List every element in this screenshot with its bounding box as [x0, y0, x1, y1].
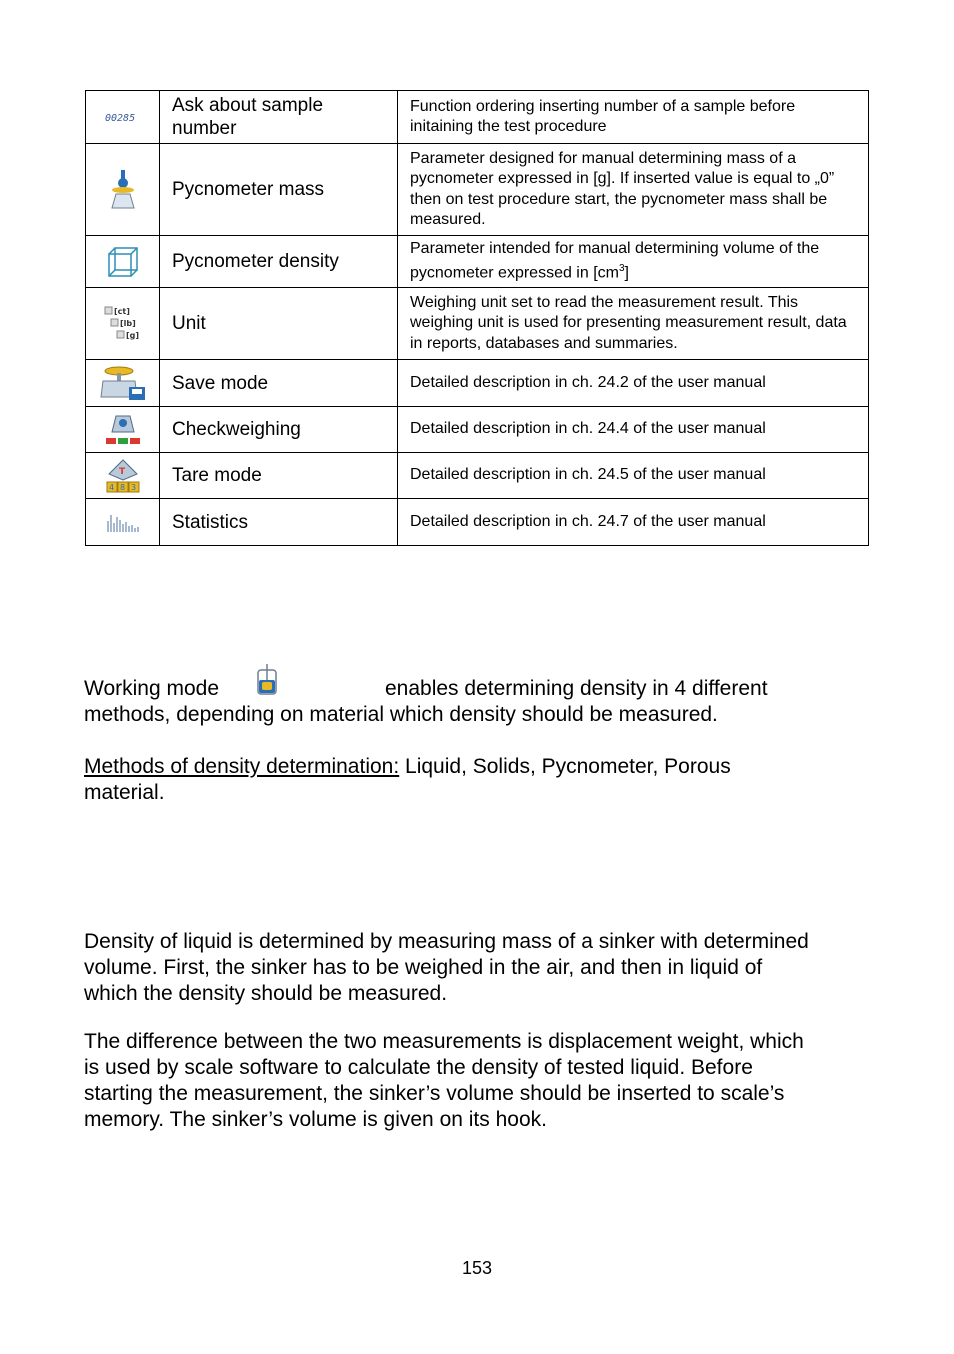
icon-cell — [86, 144, 160, 236]
param-name: Checkweighing — [160, 407, 398, 453]
liquid-paragraph: Density of liquid is determined by measuring mass of a sinker with determined volume. First, the sinker has to be weighed in the air, and then in liquid of which the density should be measured. — [84, 930, 809, 1005]
table-row — [86, 91, 869, 144]
param-name: Pycnometer density — [160, 236, 398, 288]
table-row — [86, 144, 869, 236]
param-desc: Weighing unit set to read the measurement result. This weighing unit is used for presenting measurement result, data in reports, databases and summaries. — [398, 288, 869, 360]
param-desc: Function ordering inserting number of a sample before initaining the test procedure — [398, 91, 869, 144]
difference-paragraph: The difference between the two measurements is displacement weight, which is used by scale software to calculate the density of tested liquid. Before starting the measurement, the sinker’s volume should be inserted to scale’s memory. The sinker’s volume is given on its hook. — [84, 1030, 804, 1131]
param-name: Statistics — [160, 499, 398, 546]
icon-cell — [86, 453, 160, 499]
methods-paragraph — [84, 754, 814, 806]
icon-cell — [86, 288, 160, 360]
param-desc: Detailed description in ch. 24.5 of the user manual — [398, 453, 869, 499]
working-mode-prefix: Working mode — [84, 677, 220, 700]
param-name: Unit — [160, 288, 398, 360]
param-desc-text: Parameter intended for manual determining volume of the pycnometer expressed in [cm — [410, 239, 820, 282]
unit-g-text: [g] — [125, 330, 139, 340]
param-desc: Detailed description in ch. 24.2 of the user manual — [398, 360, 869, 407]
parameters-table — [85, 90, 869, 546]
unit-icon — [103, 304, 143, 344]
table-row — [86, 236, 869, 288]
tare-digit-3: 3 — [130, 482, 136, 492]
density-mode-icon — [254, 664, 280, 696]
working-mode-suffix: enables determining density in 4 different — [385, 677, 768, 700]
methods-label: Methods of density determination: — [84, 755, 400, 778]
svg-text:T: T — [118, 466, 125, 477]
unit-lb-text: [lb] — [119, 318, 136, 328]
param-name: Pycnometer mass — [160, 144, 398, 236]
sample-number-icon — [103, 109, 143, 125]
tare-digit-1: 4 — [108, 482, 114, 492]
param-name: Tare mode — [160, 453, 398, 499]
tare-digit-2: 8 — [119, 482, 125, 492]
param-desc: Parameter designed for manual determining mass of a pycnometer expressed in [g]. If inserted value is equal to „0” then on test procedure start, the pycnometer mass shall be measured. — [398, 144, 869, 236]
param-name: Ask about sample number — [160, 91, 398, 144]
table-row — [86, 453, 869, 499]
table-row — [86, 407, 869, 453]
working-mode-line2: methods, depending on material which density should be measured. — [84, 703, 718, 726]
param-name: Save mode — [160, 360, 398, 407]
param-desc: Detailed description in ch. 24.4 of the user manual — [398, 407, 869, 453]
pycnometer-mass-icon — [108, 168, 138, 212]
tare-mode-icon — [105, 458, 141, 494]
save-mode-icon — [99, 365, 147, 401]
pycnometer-density-icon — [106, 245, 140, 279]
icon-cell — [86, 360, 160, 407]
sample-number-icon-text: 00285 — [104, 112, 135, 124]
icon-cell — [86, 499, 160, 546]
param-desc: Detailed description in ch. 24.7 of the user manual — [398, 499, 869, 546]
statistics-icon — [106, 511, 140, 533]
checkweighing-icon — [104, 412, 142, 448]
page-number: 153 — [461, 1258, 493, 1278]
table-row — [86, 499, 869, 546]
table-row — [86, 288, 869, 360]
methods-text: Liquid, Solids, Pycnometer, Porous material. — [84, 755, 731, 804]
icon-cell — [86, 91, 160, 144]
param-desc — [398, 236, 869, 288]
icon-cell — [86, 236, 160, 288]
icon-cell — [86, 407, 160, 453]
unit-ct-text: [ct] — [113, 306, 130, 316]
superscript: 3 — [618, 263, 625, 275]
param-desc-text-end: ] — [624, 264, 629, 282]
table-row — [86, 360, 869, 407]
